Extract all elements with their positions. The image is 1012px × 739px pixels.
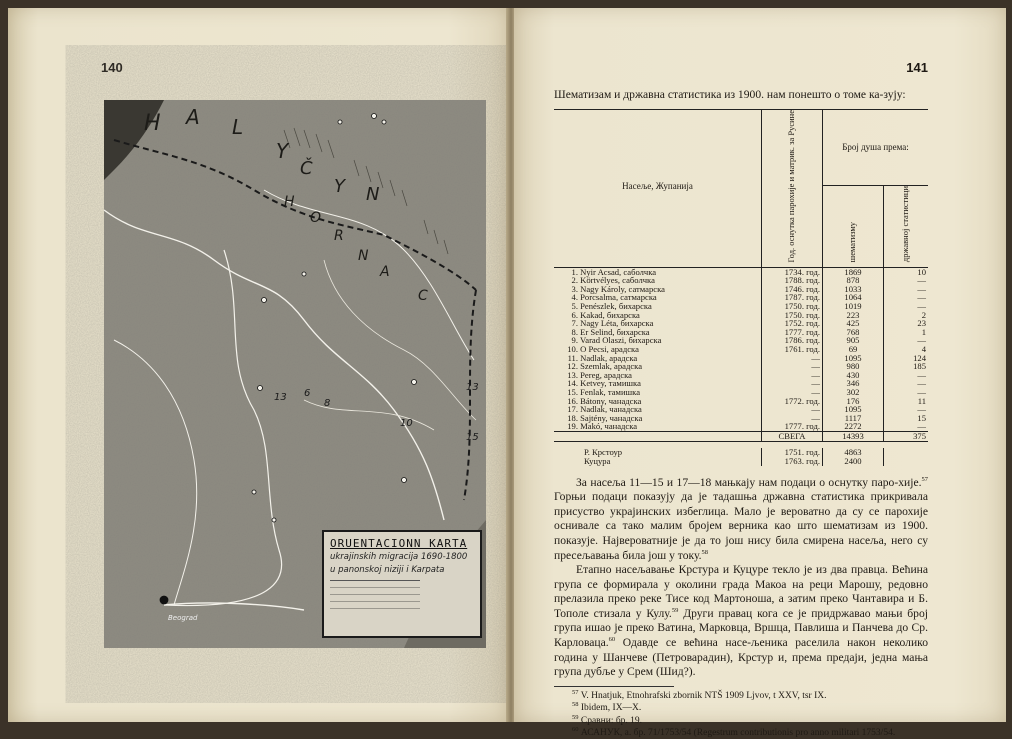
row-year: — bbox=[762, 405, 823, 414]
page-content bbox=[554, 88, 928, 739]
map-number: 8 bbox=[324, 398, 331, 409]
row-schematism: 430 bbox=[823, 371, 884, 380]
row-state: 10 bbox=[884, 267, 929, 276]
row-state: 2 bbox=[884, 311, 929, 320]
row-state: — bbox=[884, 388, 929, 397]
map-number: 10 bbox=[400, 418, 413, 429]
col-group-header: Број душа према: bbox=[823, 109, 929, 185]
total-schematism: 14393 bbox=[823, 431, 884, 441]
row-state: 15 bbox=[884, 414, 929, 423]
map-letter: C bbox=[418, 288, 428, 304]
row-schematism: 302 bbox=[823, 388, 884, 397]
row-schematism: 1064 bbox=[823, 293, 884, 302]
row-schematism: 223 bbox=[823, 311, 884, 320]
map-letter: H bbox=[284, 194, 295, 210]
row-name: 11. Nadlak, арадска bbox=[567, 352, 638, 363]
map-letter: L bbox=[232, 115, 244, 139]
extra-row bbox=[554, 448, 928, 457]
row-name: 9. Varad Olaszi, бихарска bbox=[571, 335, 662, 346]
left-page bbox=[8, 8, 508, 722]
row-schematism: 69 bbox=[823, 345, 884, 354]
row-year: 1761. год. bbox=[762, 345, 823, 354]
map-number: 6 bbox=[304, 388, 311, 399]
footnote: $^{57}$ V. Hnatjuk, Etnohrafski zbornik NTŠ 1909 Ljvov, t XXV, tsr IX. bbox=[572, 688, 827, 701]
row-year: 1751. год. bbox=[762, 448, 823, 457]
row-name: Р. Крстоур bbox=[584, 446, 623, 457]
table-body bbox=[554, 267, 928, 431]
row-year: 1777. год. bbox=[762, 422, 823, 431]
right-page bbox=[514, 8, 1006, 739]
paragraph-1: За насеља 11—15 и 17—18 мањкају нам подаци о оснутку паро-хије.$^{57}$ Горњи подаци показују да је тадашња државна статистика прикривала присуство украјинских избеглица. Мало је вероватно да су се парохије оснивале са тако малим бројем верника као што шематизам из 1900. показује. Највероватније је да то још нису била смирена насеља, него су пресељавања била још у току.$^{58}$ bbox=[554, 475, 928, 562]
row-state: 11 bbox=[884, 397, 929, 406]
row-name: 13. Pereg, арадска bbox=[567, 369, 632, 380]
row-state: — bbox=[884, 276, 929, 285]
row-state: — bbox=[884, 293, 929, 302]
row-year: 1752. год. bbox=[762, 319, 823, 328]
row-schematism: 1095 bbox=[823, 405, 884, 414]
row-schematism: 1095 bbox=[823, 354, 884, 363]
row-schematism: 2400 bbox=[823, 457, 884, 466]
row-year: 1750. год. bbox=[762, 311, 823, 320]
map-letter: A bbox=[186, 105, 200, 129]
table-row bbox=[554, 422, 928, 431]
row-name: 7. Nagy Léta, бихарска bbox=[571, 318, 654, 329]
row-schematism: 1019 bbox=[823, 302, 884, 311]
legend-key-scribble bbox=[330, 580, 420, 615]
row-name: 16. Bátony, чанадска bbox=[567, 395, 642, 406]
map-letter: H bbox=[144, 111, 161, 136]
row-state: 4 bbox=[884, 345, 929, 354]
row-year: — bbox=[762, 414, 823, 423]
col-settlement-header: Насеље, Жупанија bbox=[554, 109, 762, 264]
row-name: 14. Ketvey, тамишка bbox=[567, 378, 641, 389]
extra-rows bbox=[554, 448, 928, 466]
row-year: 1734. год. bbox=[762, 267, 823, 276]
footnote: $^{60}$ АСАНУК, а. бр. 71/1753/54 (Regestrum contributionis pro anno militari 1753/54. bbox=[572, 725, 896, 739]
row-schematism: 346 bbox=[823, 379, 884, 388]
row-state: — bbox=[884, 302, 929, 311]
footnote: $^{59}$ Сравни: бр. 19. bbox=[572, 713, 643, 726]
row-schematism: 425 bbox=[823, 319, 884, 328]
row-name: Куцура bbox=[584, 455, 611, 466]
col-schematism-header: шематизму bbox=[823, 186, 884, 264]
body-text bbox=[554, 476, 928, 680]
row-schematism: 2272 bbox=[823, 422, 884, 431]
col-state-header: државној статистици bbox=[884, 186, 929, 264]
map-number: 13 bbox=[274, 392, 287, 403]
row-schematism: 4863 bbox=[823, 448, 884, 457]
row-year: 1787. год. bbox=[762, 293, 823, 302]
map-letter: Y bbox=[334, 176, 345, 197]
paragraph-2: Етапно насељавање Крстура и Куцуре текло је из два правца. Већина група се формирала у околини града Макоа на реци Марошу, редовно прелазила преко реке Тисе код Мартоноша, а затим преко Чантавира и Б. Тополе стизала у Кулу.$^{59}$ Други правац кога се је придржавао мањи број група ишао је преко Ватина, Марковца, Вршца, Павлиша и Панчева до Ср. Карловаца.$^{60}$ Одавде се већина насе-љеника раселила након неколико година у Шанчеве (Петроварадин), Крстур и, према предаји, једна мања група дубље у Срем (Шид?). bbox=[554, 563, 928, 679]
row-schematism: 905 bbox=[823, 336, 884, 345]
row-year: 1788. год. bbox=[762, 276, 823, 285]
row-name: 3. Nagy Károly, сатмарска bbox=[571, 283, 665, 294]
map-legend bbox=[322, 530, 482, 638]
footnote: $^{58}$ Ibidem, IX—X. bbox=[572, 701, 642, 714]
row-state: 1 bbox=[884, 328, 929, 337]
legend-line: u panonskoj niziji i Karpata bbox=[330, 565, 445, 575]
map-letter: N bbox=[366, 184, 380, 205]
row-name: 4. Porcsalma, сатмарска bbox=[571, 292, 657, 303]
row-schematism: 768 bbox=[823, 328, 884, 337]
page-number-left: 140 bbox=[101, 60, 123, 75]
row-schematism: 1033 bbox=[823, 285, 884, 294]
row-state: — bbox=[884, 405, 929, 414]
row-schematism: 980 bbox=[823, 362, 884, 371]
map-letter: Y bbox=[276, 139, 289, 163]
map-city-label: Beograd bbox=[168, 614, 198, 622]
row-name: 19. Makó, чанадска bbox=[567, 421, 638, 432]
statistics-table bbox=[554, 109, 928, 466]
row-state: — bbox=[884, 422, 929, 431]
row-name: 17. Nadlak, чанадска bbox=[567, 404, 642, 415]
row-year: — bbox=[762, 371, 823, 380]
row-year: — bbox=[762, 362, 823, 371]
row-name: 8. Er Selind, бихарска bbox=[571, 326, 650, 337]
migration-map bbox=[104, 100, 486, 648]
row-state: — bbox=[884, 336, 929, 345]
map-number: 13 bbox=[466, 382, 479, 393]
row-schematism: 1869 bbox=[823, 267, 884, 276]
row-name: 1. Nyir Acsad, саболчка bbox=[571, 266, 657, 277]
map-letter: R bbox=[334, 228, 344, 244]
row-state: — bbox=[884, 379, 929, 388]
legend-line: ukrajinskih migracija 1690-1800 bbox=[330, 552, 468, 562]
row-state: — bbox=[884, 285, 929, 294]
row-year: — bbox=[762, 379, 823, 388]
footnotes bbox=[554, 690, 928, 739]
row-name: 18. Sajtény, чанадска bbox=[567, 412, 643, 423]
row-year: 1772. год. bbox=[762, 397, 823, 406]
map-number: 15 bbox=[466, 432, 479, 443]
map-letter: O bbox=[310, 210, 322, 226]
extra-row bbox=[554, 457, 928, 466]
row-name: 15. Fenlak, тамишка bbox=[567, 386, 641, 397]
row-year: 1777. год. bbox=[762, 328, 823, 337]
total-label: СВЕГА bbox=[762, 431, 823, 441]
row-year: — bbox=[762, 354, 823, 363]
row-year: — bbox=[762, 388, 823, 397]
row-year: 1746. год. bbox=[762, 285, 823, 294]
row-schematism: 176 bbox=[823, 397, 884, 406]
page-number-right: 141 bbox=[906, 60, 928, 75]
row-state: 185 bbox=[884, 362, 929, 371]
row-state: 124 bbox=[884, 354, 929, 363]
total-state: 375 bbox=[884, 431, 929, 441]
row-state: — bbox=[884, 371, 929, 380]
row-name: 10. O Pecsi, арадска bbox=[567, 344, 639, 355]
map-letter: N bbox=[358, 248, 369, 264]
row-schematism: 878 bbox=[823, 276, 884, 285]
col-year-header: Год. оснутка парохије и матрик. за Русине bbox=[762, 109, 823, 264]
map-letter: Č bbox=[300, 158, 313, 179]
total-row bbox=[554, 431, 928, 441]
row-name: 2. Körtvélyes, саболчка bbox=[571, 275, 655, 286]
row-schematism: 1117 bbox=[823, 414, 884, 423]
row-year: 1786. год. bbox=[762, 336, 823, 345]
row-year: 1750. год. bbox=[762, 302, 823, 311]
map-letter: A bbox=[380, 264, 390, 280]
intro-paragraph: Шематизам и државна статистика из 1900. нам понешто о томе ка-зују: bbox=[554, 88, 906, 101]
row-name: 5. Penészlek, бихарска bbox=[571, 301, 652, 312]
row-name: 12. Szemlak, арадска bbox=[567, 361, 643, 372]
row-name: 6. Kakad, бихарска bbox=[571, 309, 640, 320]
row-state: 23 bbox=[884, 319, 929, 328]
row-year: 1763. год. bbox=[762, 457, 823, 466]
legend-title: ORUENTACIONN KARTA bbox=[330, 537, 468, 550]
